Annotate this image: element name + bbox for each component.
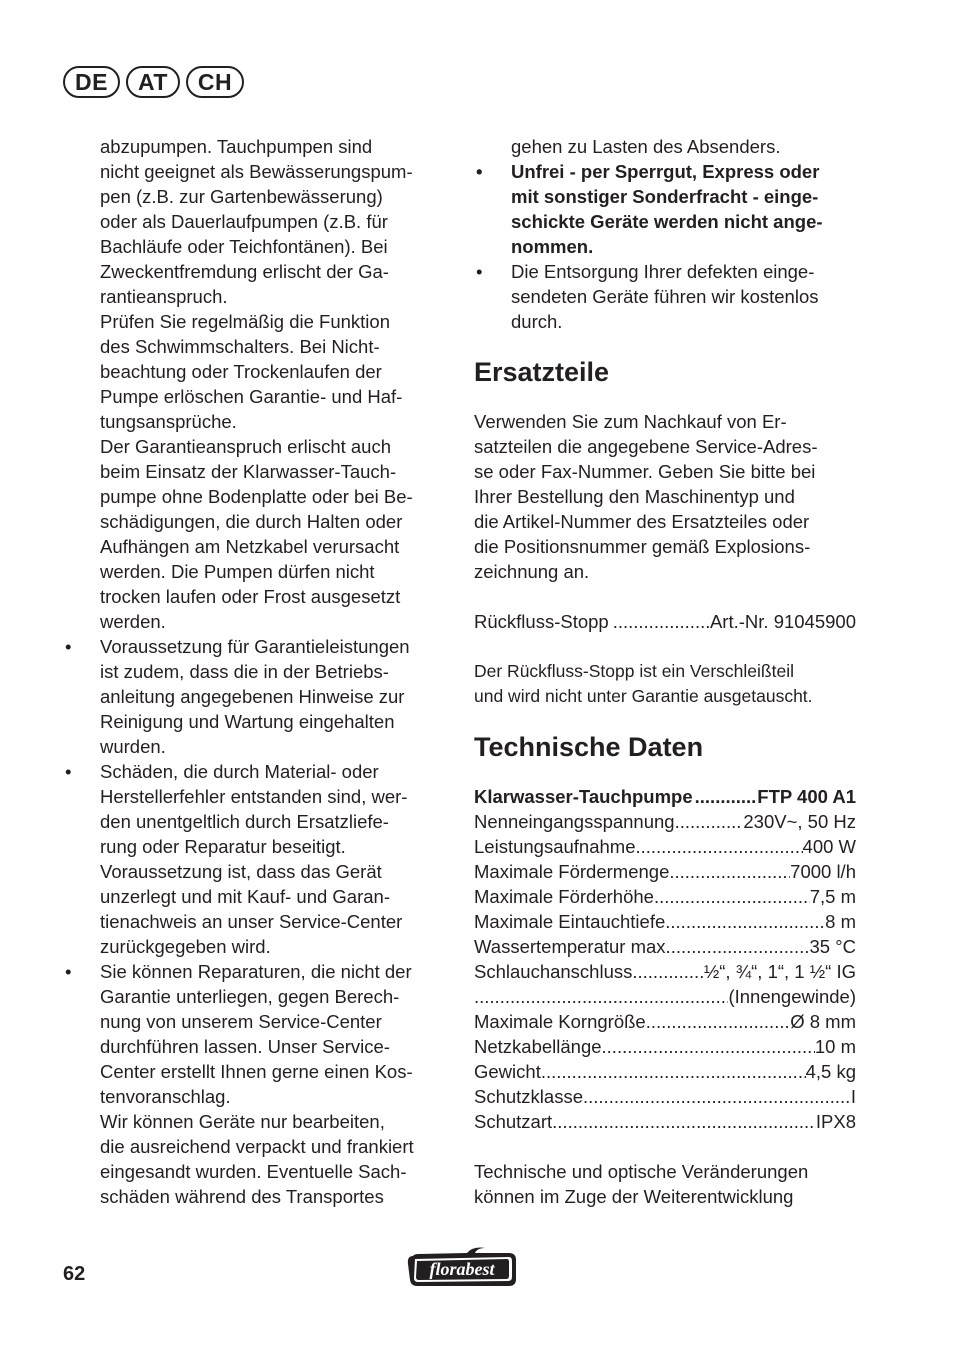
text-line: Bachläufe oder Teichfontänen). Bei [100,236,388,257]
text-line: Technische und optische Veränderungen [474,1161,809,1182]
text-line: nicht geeignet als Bewässerungspum- [100,161,413,182]
spec-label: Schlauchanschluss [474,961,633,982]
spec-label: Maximale Eintauchtiefe [474,911,666,932]
spec-row [474,834,856,859]
spec-value: I [850,1086,856,1107]
spec-row [474,884,856,909]
text-line: tungsansprüche. [100,411,237,432]
spec-value: 4,5 kg [805,1061,856,1082]
spec-value: (Innengewinde) [728,986,856,1007]
text-line: • Voraussetzung für Garantieleistungen [100,636,410,657]
text-line: durchführen lassen. Unser Service- [100,1036,390,1057]
text-line: zeichnung an. [474,561,590,582]
spec-value: IPX8 [815,1111,856,1132]
text-line: Aufhängen am Netzkabel verursacht [100,536,400,557]
text-line: tienachweis an unser Service-Center [100,911,403,932]
spec-value: 230V~, 50 Hz [743,811,856,832]
dot-leader [671,934,810,959]
text-line: Wir können Geräte nur bearbeiten, [100,1111,385,1132]
text-line: unzerlegt und mit Kauf- und Garan- [100,886,390,907]
left-continuation-paragraph [63,134,453,309]
spec-label: Maximale Korngröße [474,1011,646,1032]
logo-wordmark: florabest [429,1259,495,1279]
dot-leader [675,809,744,834]
text-line: • Schäden, die durch Material- oder [100,761,379,782]
text-line: wurden. [100,736,166,757]
wear-part-note [474,659,856,709]
part-name: Rückfluss-Stopp [474,611,609,632]
badge-at: AT [126,66,180,98]
model-row [474,784,856,809]
text-line: anleitung angegebenen Hinweise zur [100,686,405,707]
text-line: nommen. [511,236,594,257]
text-line: mit sonstiger Sonderfracht - einge- [511,186,819,207]
dot-leader [654,884,810,909]
dot-leader [541,1059,806,1084]
text-line: Reinigung und Wartung eingehalten [100,711,395,732]
text-line: trocken laufen oder Frost ausgesetzt [100,586,401,607]
spec-label: Schutzklasse [474,1086,583,1107]
model-value: FTP 400 A1 [757,786,856,807]
spec-row [474,1059,856,1084]
text-line: tenvoranschlag. [100,1086,231,1107]
text-line: den unentgeltlich durch Ersatzliefe- [100,811,389,832]
text-line: die Artikel-Nummer des Ersatzteiles oder [474,511,810,532]
text-line: Ihrer Bestellung den Maschinentyp und [474,486,795,507]
text-line: können im Zuge der Weiterentwicklung [474,1186,794,1207]
part-number-row [474,609,856,634]
closing-paragraph [474,1159,856,1209]
spec-label: Schutzart [474,1111,553,1132]
text-line: nung von unserem Service-Center [100,1011,382,1032]
text-line: • Sie können Reparaturen, die nicht der [100,961,412,982]
spec-label: Nenneingangsspannung [474,811,675,832]
text-line: pen (z.B. zur Gartenbewässerung) [100,186,383,207]
spec-list [474,809,856,1134]
text-line: beachtung oder Trockenlaufen der [100,361,382,382]
left-column [63,134,453,1209]
text-line: Herstellerfehler entstanden sind, wer- [100,786,408,807]
dot-leader [552,1109,816,1134]
spec-row [474,859,856,884]
text-line: und wird nicht unter Garantie ausgetauscht. [474,686,813,706]
text-line: die ausreichend verpackt und frankiert [100,1136,414,1157]
spec-row [474,959,856,984]
spec-label: Gewicht [474,1061,541,1082]
text-line: satzteilen die angegebene Service-Adres- [474,436,818,457]
spec-value: 10 m [814,1036,856,1057]
spec-row [474,809,856,834]
text-line: abzupumpen. Tauchpumpen sind [100,136,373,157]
spec-row [474,1084,856,1109]
text-line: des Schwimmschalters. Bei Nicht- [100,336,380,357]
spec-value: ½“, ¾“, 1“, 1 ½“ IG [703,961,856,982]
spare-parts-paragraph [474,409,856,584]
text-line: Zweckentfremdung erlischt der Ga- [100,261,389,282]
model-label: Klarwasser-Tauchpumpe [474,786,693,807]
text-line: schädigungen, die durch Halten oder [100,511,403,532]
text-line: rung oder Reparatur beseitigt. [100,836,346,857]
spec-label: Maximale Fördermenge [474,861,670,882]
dot-leader [602,1034,815,1059]
text-line: schickte Geräte werden nicht ange- [511,211,823,232]
text-line: Center erstellt Ihnen gerne einen Kos- [100,1061,413,1082]
part-number: Art.-Nr. 91045900 [709,611,856,632]
spec-label: Wassertemperatur max. [474,936,671,957]
dot-leader [665,909,825,934]
spec-value: 35 °C [809,936,856,957]
text-line: Verwenden Sie zum Nachkauf von Er- [474,411,787,432]
dot-leader [646,1009,791,1034]
text-line: werden. Die Pumpen dürfen nicht [100,561,375,582]
spec-row [474,934,856,959]
bullet-defects [63,759,453,959]
text-line: se oder Fax-Nummer. Geben Sie bitte bei [474,461,816,482]
spec-row [474,1009,856,1034]
text-line: die Positionsnummer gemäß Explosions- [474,536,811,557]
warranty-void-paragraph [63,434,453,634]
page-number: 62 [63,1263,86,1285]
float-switch-paragraph [63,309,453,434]
text-line: werden. [100,611,166,632]
spec-value: 7000 l/h [790,861,856,882]
dot-leader [669,859,790,884]
spec-label: Netzkabellänge [474,1036,602,1057]
text-line: pumpe ohne Bodenplatte oder bei Be- [100,486,413,507]
text-line: Der Garantieanspruch erlischt auch [100,436,392,457]
dot-leader [583,1084,851,1109]
spec-label: Leistungsaufnahme [474,836,636,857]
spec-value: 8 m [825,911,856,932]
text-line: Garantie unterliegen, gegen Berech- [100,986,400,1007]
bullet-disposal [474,259,856,334]
badge-de: DE [63,66,120,98]
text-line: beim Einsatz der Klarwasser-Tauch- [100,461,397,482]
spec-value: Ø 8 mm [790,1011,856,1032]
country-badges [63,66,244,98]
bullet-repairs [63,959,453,1109]
spare-parts-heading: Ersatzteile [474,357,610,387]
spec-label: Maximale Förderhöhe [474,886,654,907]
text-line: Voraussetzung ist, dass das Gerät [100,861,382,882]
text-line: durch. [511,311,563,332]
text-line: Der Rückfluss-Stopp ist ein Verschleißteil [474,661,794,681]
spec-row [474,1109,856,1134]
dot-leader [632,959,703,984]
tech-data-heading: Technische Daten [474,732,704,762]
text-line: zurückgegeben wird. [100,936,271,957]
text-line: rantieanspruch. [100,286,228,307]
text-line: • Die Entsorgung Ihrer defekten einge- [511,261,815,282]
text-line: oder als Dauerlaufpumpen (z.B. für [100,211,388,232]
spec-row [474,984,856,1009]
text-line: • Unfrei - per Sperrgut, Express oder [511,161,820,182]
shipping-continuation: gehen zu Lasten des Absenders. [511,136,781,157]
badge-ch: CH [186,66,244,98]
text-line: sendeten Geräte führen wir kostenlos [511,286,819,307]
bullet-freight [474,159,856,259]
shipping-paragraph [63,1109,453,1209]
dot-leader [474,984,728,1009]
bullet-maintenance [63,634,453,759]
spec-row [474,1034,856,1059]
spec-row [474,909,856,934]
dot-leader [635,834,802,859]
text-line: ist zudem, dass die in der Betriebs- [100,661,389,682]
text-line: Prüfen Sie regelmäßig die Funktion [100,311,390,332]
spec-value: 400 W [802,836,856,857]
text-line: Pumpe erlöschen Garantie- und Haf- [100,386,403,407]
text-line: eingesandt wurden. Eventuelle Sach- [100,1161,407,1182]
spec-value: 7,5 m [809,886,856,907]
text-line: schäden während des Transportes [100,1186,384,1207]
right-column [474,134,856,1209]
florabest-logo [405,1246,520,1288]
